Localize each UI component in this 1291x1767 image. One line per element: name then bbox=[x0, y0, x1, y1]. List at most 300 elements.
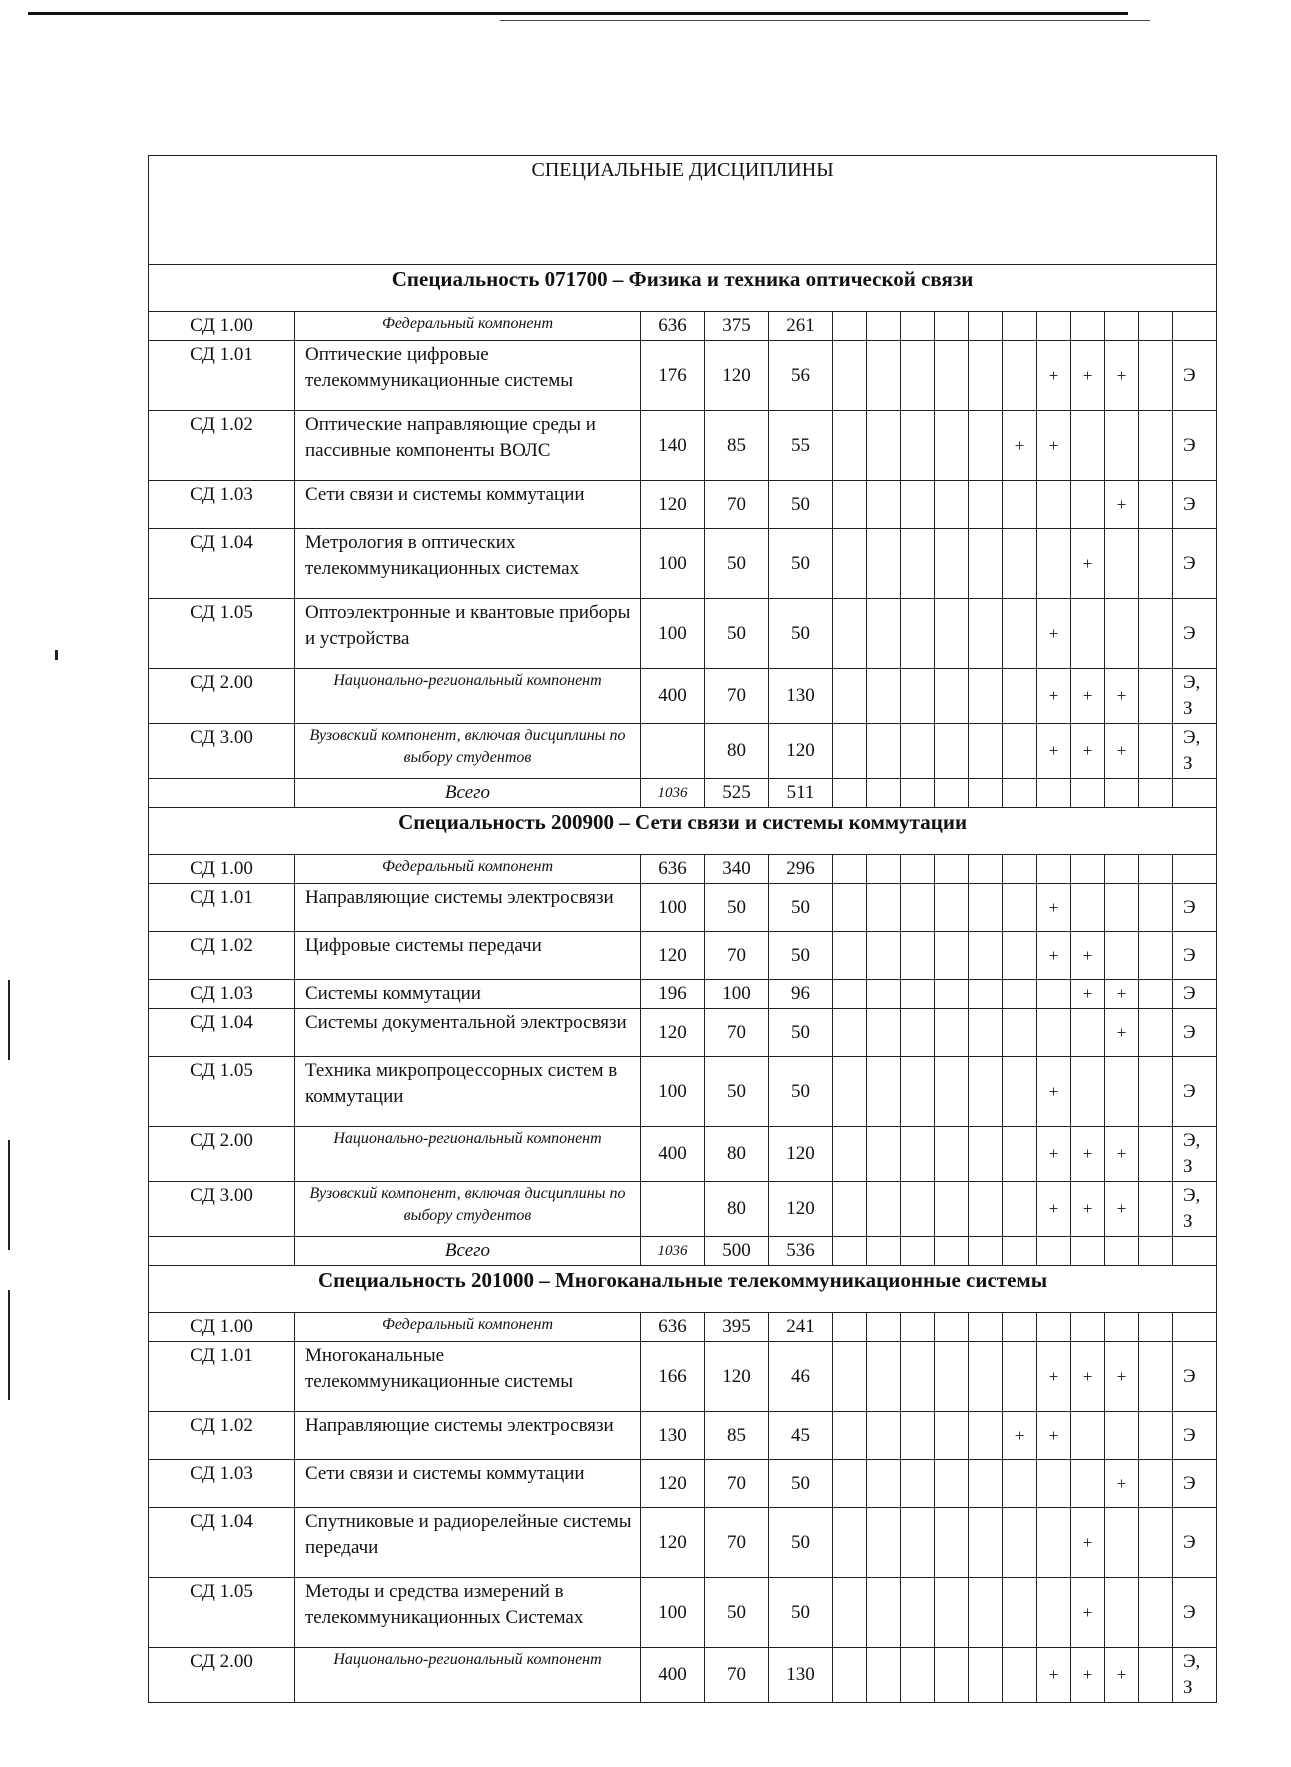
assessment-type: Э bbox=[1173, 1342, 1217, 1412]
semester-mark: + bbox=[1105, 1009, 1139, 1057]
assessment-type bbox=[1173, 312, 1217, 341]
hours-independent: 120 bbox=[769, 1182, 833, 1237]
semester-mark bbox=[969, 980, 1003, 1009]
semester-mark bbox=[1071, 855, 1105, 884]
semester-mark: + bbox=[1105, 341, 1139, 411]
hours-total: 196 bbox=[641, 980, 705, 1009]
hours-classroom: 340 bbox=[705, 855, 769, 884]
semester-mark bbox=[901, 1313, 935, 1342]
semester-mark bbox=[1139, 1009, 1173, 1057]
semester-mark bbox=[901, 411, 935, 481]
hours-classroom: 80 bbox=[705, 724, 769, 779]
table-row bbox=[149, 599, 1217, 669]
semester-mark bbox=[1139, 1182, 1173, 1237]
semester-mark bbox=[833, 599, 867, 669]
discipline-name: Системы коммутации bbox=[295, 980, 641, 1009]
semester-mark bbox=[901, 1057, 935, 1127]
assessment-type bbox=[1173, 1237, 1217, 1266]
hours-total: 120 bbox=[641, 1508, 705, 1578]
semester-mark bbox=[901, 341, 935, 411]
semester-mark bbox=[1003, 1057, 1037, 1127]
discipline-name: Направляющие системы электросвязи bbox=[295, 1412, 641, 1460]
semester-mark bbox=[1003, 341, 1037, 411]
semester-mark bbox=[935, 1182, 969, 1237]
hours-independent: 50 bbox=[769, 1009, 833, 1057]
semester-mark bbox=[833, 1182, 867, 1237]
semester-mark bbox=[1003, 779, 1037, 808]
semester-mark bbox=[969, 669, 1003, 724]
section-title: Специальность 200900 – Сети связи и системы коммутации bbox=[149, 808, 1217, 855]
semester-mark bbox=[833, 481, 867, 529]
semester-mark bbox=[1139, 481, 1173, 529]
semester-mark bbox=[969, 312, 1003, 341]
semester-mark bbox=[935, 1460, 969, 1508]
semester-mark bbox=[867, 980, 901, 1009]
discipline-code: СД 3.00 bbox=[149, 724, 295, 779]
table-row bbox=[149, 1342, 1217, 1412]
semester-mark bbox=[1003, 1342, 1037, 1412]
semester-mark bbox=[901, 481, 935, 529]
hours-independent: 536 bbox=[769, 1237, 833, 1266]
hours-classroom: 70 bbox=[705, 1648, 769, 1703]
discipline-name: Методы и средства измерений в телекоммуникационных Системах bbox=[295, 1578, 641, 1648]
semester-mark bbox=[1139, 855, 1173, 884]
semester-mark bbox=[867, 411, 901, 481]
assessment-type: Э bbox=[1173, 481, 1217, 529]
semester-mark bbox=[969, 1342, 1003, 1412]
semester-mark bbox=[1003, 481, 1037, 529]
semester-mark: + bbox=[1071, 669, 1105, 724]
discipline-code: СД 1.04 bbox=[149, 1508, 295, 1578]
semester-mark bbox=[1071, 599, 1105, 669]
hours-total bbox=[641, 724, 705, 779]
semester-mark bbox=[1003, 1508, 1037, 1578]
semester-mark: + bbox=[1105, 1127, 1139, 1182]
discipline-name: Национально-региональный компонент bbox=[295, 1648, 641, 1703]
semester-mark bbox=[969, 779, 1003, 808]
semester-mark bbox=[1037, 1313, 1071, 1342]
semester-mark bbox=[969, 1508, 1003, 1578]
hours-independent: 50 bbox=[769, 1057, 833, 1127]
total-row bbox=[149, 779, 1217, 808]
semester-mark bbox=[969, 341, 1003, 411]
discipline-code: СД 2.00 bbox=[149, 1648, 295, 1703]
semester-mark: + bbox=[1071, 341, 1105, 411]
table-row bbox=[149, 1508, 1217, 1578]
semester-mark bbox=[1105, 529, 1139, 599]
hours-total: 166 bbox=[641, 1342, 705, 1412]
hours-classroom: 70 bbox=[705, 1508, 769, 1578]
semester-mark bbox=[867, 481, 901, 529]
hours-classroom: 70 bbox=[705, 1460, 769, 1508]
hours-total: 100 bbox=[641, 529, 705, 599]
discipline-name: Оптоэлектронные и квантовые приборы и устройства bbox=[295, 599, 641, 669]
assessment-type: Э bbox=[1173, 980, 1217, 1009]
hours-total bbox=[641, 1182, 705, 1237]
hours-classroom: 50 bbox=[705, 1057, 769, 1127]
semester-mark: + bbox=[1105, 481, 1139, 529]
assessment-type: Э bbox=[1173, 1508, 1217, 1578]
semester-mark: + bbox=[1105, 669, 1139, 724]
hours-total: 100 bbox=[641, 599, 705, 669]
semester-mark bbox=[867, 312, 901, 341]
hours-classroom: 80 bbox=[705, 1127, 769, 1182]
semester-mark bbox=[1003, 932, 1037, 980]
table-row bbox=[149, 1648, 1217, 1703]
semester-mark bbox=[1071, 481, 1105, 529]
semester-mark: + bbox=[1003, 1412, 1037, 1460]
margin-mark bbox=[8, 1290, 10, 1400]
discipline-name: Цифровые системы передачи bbox=[295, 932, 641, 980]
discipline-name: Метрология в оптических телекоммуникационных системах bbox=[295, 529, 641, 599]
discipline-code bbox=[149, 779, 295, 808]
semester-mark bbox=[1105, 779, 1139, 808]
hours-classroom: 525 bbox=[705, 779, 769, 808]
semester-mark bbox=[935, 1009, 969, 1057]
semester-mark bbox=[901, 724, 935, 779]
assessment-type: Э bbox=[1173, 529, 1217, 599]
semester-mark bbox=[1003, 855, 1037, 884]
hours-independent: 46 bbox=[769, 1342, 833, 1412]
semester-mark bbox=[1139, 599, 1173, 669]
semester-mark bbox=[1071, 779, 1105, 808]
table-header: СПЕЦИАЛЬНЫЕ ДИСЦИПЛИНЫ bbox=[149, 156, 1217, 265]
hours-total: 1036 bbox=[641, 1237, 705, 1266]
semester-mark bbox=[901, 980, 935, 1009]
hours-classroom: 50 bbox=[705, 884, 769, 932]
hours-total: 400 bbox=[641, 1127, 705, 1182]
hours-classroom: 70 bbox=[705, 669, 769, 724]
semester-mark bbox=[833, 1412, 867, 1460]
semester-mark bbox=[1071, 312, 1105, 341]
margin-mark bbox=[8, 980, 10, 1060]
semester-mark bbox=[935, 529, 969, 599]
semester-mark: + bbox=[1037, 932, 1071, 980]
semester-mark bbox=[1003, 599, 1037, 669]
semester-mark bbox=[901, 855, 935, 884]
semester-mark bbox=[1003, 529, 1037, 599]
hours-classroom: 50 bbox=[705, 599, 769, 669]
semester-mark bbox=[1139, 341, 1173, 411]
hours-classroom: 120 bbox=[705, 341, 769, 411]
semester-mark bbox=[969, 1648, 1003, 1703]
semester-mark bbox=[867, 529, 901, 599]
discipline-name: Техника микропроцессорных систем в коммутации bbox=[295, 1057, 641, 1127]
semester-mark bbox=[833, 411, 867, 481]
assessment-type: Э bbox=[1173, 599, 1217, 669]
semester-mark bbox=[935, 1237, 969, 1266]
hours-independent: 296 bbox=[769, 855, 833, 884]
semester-mark bbox=[969, 1460, 1003, 1508]
table-row bbox=[149, 669, 1217, 724]
semester-mark bbox=[901, 1127, 935, 1182]
discipline-code: СД 1.02 bbox=[149, 1412, 295, 1460]
semester-mark: + bbox=[1037, 1342, 1071, 1412]
hours-independent: 56 bbox=[769, 341, 833, 411]
semester-mark: + bbox=[1105, 1648, 1139, 1703]
semester-mark bbox=[833, 1578, 867, 1648]
semester-mark bbox=[1071, 884, 1105, 932]
discipline-name: Спутниковые и радиорелейные системы передачи bbox=[295, 1508, 641, 1578]
semester-mark bbox=[1003, 884, 1037, 932]
top-rule-thin bbox=[500, 20, 1150, 21]
disciplines-table bbox=[148, 155, 1217, 1703]
table-row bbox=[149, 312, 1217, 341]
semester-mark bbox=[901, 312, 935, 341]
semester-mark bbox=[1037, 312, 1071, 341]
semester-mark bbox=[935, 669, 969, 724]
table-row bbox=[149, 1127, 1217, 1182]
discipline-code: СД 3.00 bbox=[149, 1182, 295, 1237]
semester-mark bbox=[833, 1009, 867, 1057]
top-rule bbox=[28, 12, 1128, 15]
table-row bbox=[149, 1009, 1217, 1057]
hours-independent: 50 bbox=[769, 599, 833, 669]
semester-mark bbox=[833, 1460, 867, 1508]
semester-mark bbox=[1105, 855, 1139, 884]
hours-independent: 50 bbox=[769, 1508, 833, 1578]
hours-total: 130 bbox=[641, 1412, 705, 1460]
semester-mark bbox=[1037, 855, 1071, 884]
discipline-name: Национально-региональный компонент bbox=[295, 669, 641, 724]
semester-mark bbox=[901, 1342, 935, 1412]
semester-mark bbox=[935, 1648, 969, 1703]
assessment-type: Э bbox=[1173, 411, 1217, 481]
semester-mark bbox=[969, 1057, 1003, 1127]
discipline-code: СД 1.01 bbox=[149, 341, 295, 411]
hours-total: 176 bbox=[641, 341, 705, 411]
semester-mark bbox=[969, 411, 1003, 481]
semester-mark bbox=[1139, 932, 1173, 980]
semester-mark: + bbox=[1071, 1342, 1105, 1412]
section-title: Специальность 201000 – Многоканальные телекоммуникационные системы bbox=[149, 1266, 1217, 1313]
semester-mark bbox=[867, 599, 901, 669]
discipline-name: Вузовский компонент, включая дисциплины по выбору студентов bbox=[295, 1182, 641, 1237]
semester-mark bbox=[1139, 1237, 1173, 1266]
discipline-code: СД 1.05 bbox=[149, 1578, 295, 1648]
discipline-name: Многоканальные телекоммуникационные системы bbox=[295, 1342, 641, 1412]
hours-independent: 261 bbox=[769, 312, 833, 341]
semester-mark bbox=[867, 1182, 901, 1237]
semester-mark bbox=[935, 724, 969, 779]
discipline-name: Сети связи и системы коммутации bbox=[295, 1460, 641, 1508]
assessment-type: Э, З bbox=[1173, 1182, 1217, 1237]
hours-total: 400 bbox=[641, 669, 705, 724]
semester-mark bbox=[833, 855, 867, 884]
semester-mark bbox=[1037, 1460, 1071, 1508]
semester-mark bbox=[1139, 1313, 1173, 1342]
semester-mark bbox=[867, 1508, 901, 1578]
hours-classroom: 375 bbox=[705, 312, 769, 341]
hours-independent: 241 bbox=[769, 1313, 833, 1342]
hours-independent: 50 bbox=[769, 529, 833, 599]
discipline-code: СД 1.00 bbox=[149, 855, 295, 884]
semester-mark bbox=[901, 884, 935, 932]
table-row bbox=[149, 980, 1217, 1009]
semester-mark bbox=[867, 724, 901, 779]
discipline-name: Национально-региональный компонент bbox=[295, 1127, 641, 1182]
semester-mark bbox=[1139, 669, 1173, 724]
section-title: Специальность 071700 – Физика и техника оптической связи bbox=[149, 265, 1217, 312]
discipline-name: Системы документальной электросвязи bbox=[295, 1009, 641, 1057]
hours-total: 140 bbox=[641, 411, 705, 481]
semester-mark bbox=[1071, 1460, 1105, 1508]
discipline-name: Сети связи и системы коммутации bbox=[295, 481, 641, 529]
hours-classroom: 70 bbox=[705, 1009, 769, 1057]
semester-mark bbox=[1139, 779, 1173, 808]
margin-mark bbox=[8, 1140, 10, 1250]
semester-mark: + bbox=[1037, 1412, 1071, 1460]
semester-mark bbox=[1105, 1057, 1139, 1127]
semester-mark: + bbox=[1003, 411, 1037, 481]
semester-mark bbox=[1003, 724, 1037, 779]
total-row bbox=[149, 1237, 1217, 1266]
hours-independent: 50 bbox=[769, 932, 833, 980]
hours-classroom: 50 bbox=[705, 1578, 769, 1648]
assessment-type: Э bbox=[1173, 1460, 1217, 1508]
discipline-name: Всего bbox=[295, 1237, 641, 1266]
hours-classroom: 80 bbox=[705, 1182, 769, 1237]
discipline-name: Направляющие системы электросвязи bbox=[295, 884, 641, 932]
semester-mark: + bbox=[1037, 599, 1071, 669]
semester-mark bbox=[833, 884, 867, 932]
semester-mark bbox=[901, 1508, 935, 1578]
discipline-code bbox=[149, 1237, 295, 1266]
hours-independent: 130 bbox=[769, 1648, 833, 1703]
hours-independent: 50 bbox=[769, 1460, 833, 1508]
semester-mark bbox=[969, 1578, 1003, 1648]
semester-mark bbox=[867, 1460, 901, 1508]
semester-mark: + bbox=[1037, 1127, 1071, 1182]
semester-mark: + bbox=[1037, 724, 1071, 779]
semester-mark bbox=[1139, 1508, 1173, 1578]
semester-mark bbox=[969, 1127, 1003, 1182]
assessment-type: Э, З bbox=[1173, 669, 1217, 724]
semester-mark bbox=[1105, 312, 1139, 341]
semester-mark bbox=[1003, 1009, 1037, 1057]
semester-mark bbox=[1003, 1182, 1037, 1237]
semester-mark bbox=[901, 1460, 935, 1508]
hours-independent: 50 bbox=[769, 884, 833, 932]
semester-mark bbox=[833, 1508, 867, 1578]
hours-independent: 96 bbox=[769, 980, 833, 1009]
hours-classroom: 395 bbox=[705, 1313, 769, 1342]
semester-mark bbox=[833, 1237, 867, 1266]
semester-mark bbox=[1105, 932, 1139, 980]
semester-mark: + bbox=[1071, 932, 1105, 980]
discipline-code: СД 1.05 bbox=[149, 1057, 295, 1127]
hours-independent: 45 bbox=[769, 1412, 833, 1460]
semester-mark bbox=[1105, 1313, 1139, 1342]
semester-mark bbox=[1037, 779, 1071, 808]
semester-mark bbox=[867, 1057, 901, 1127]
semester-mark bbox=[867, 779, 901, 808]
semester-mark bbox=[1071, 411, 1105, 481]
semester-mark bbox=[935, 411, 969, 481]
hours-classroom: 70 bbox=[705, 481, 769, 529]
discipline-name: Федеральный компонент bbox=[295, 312, 641, 341]
table-row bbox=[149, 529, 1217, 599]
discipline-name: Вузовский компонент, включая дисциплины по выбору студентов bbox=[295, 724, 641, 779]
hours-classroom: 70 bbox=[705, 932, 769, 980]
semester-mark bbox=[901, 1648, 935, 1703]
semester-mark: + bbox=[1105, 724, 1139, 779]
hours-total: 636 bbox=[641, 855, 705, 884]
semester-mark bbox=[1105, 1237, 1139, 1266]
semester-mark: + bbox=[1071, 1648, 1105, 1703]
discipline-code: СД 1.00 bbox=[149, 312, 295, 341]
semester-mark bbox=[833, 980, 867, 1009]
semester-mark: + bbox=[1037, 341, 1071, 411]
discipline-name: Оптические направляющие среды и пассивные компоненты ВОЛС bbox=[295, 411, 641, 481]
semester-mark bbox=[1003, 1648, 1037, 1703]
hours-independent: 130 bbox=[769, 669, 833, 724]
semester-mark bbox=[1037, 1578, 1071, 1648]
semester-mark bbox=[867, 884, 901, 932]
assessment-type: Э bbox=[1173, 341, 1217, 411]
table-row bbox=[149, 1578, 1217, 1648]
semester-mark bbox=[1037, 1009, 1071, 1057]
semester-mark: + bbox=[1105, 980, 1139, 1009]
semester-mark bbox=[935, 1127, 969, 1182]
semester-mark bbox=[935, 1057, 969, 1127]
semester-mark bbox=[833, 932, 867, 980]
table-row bbox=[149, 1460, 1217, 1508]
hours-independent: 55 bbox=[769, 411, 833, 481]
semester-mark bbox=[1071, 1412, 1105, 1460]
discipline-name: Федеральный компонент bbox=[295, 855, 641, 884]
hours-total: 100 bbox=[641, 1057, 705, 1127]
semester-mark bbox=[1105, 1578, 1139, 1648]
table-row bbox=[149, 1313, 1217, 1342]
discipline-code: СД 1.02 bbox=[149, 411, 295, 481]
table-row bbox=[149, 884, 1217, 932]
semester-mark bbox=[1139, 724, 1173, 779]
semester-mark bbox=[867, 669, 901, 724]
hours-total: 120 bbox=[641, 932, 705, 980]
semester-mark bbox=[1105, 1412, 1139, 1460]
hours-total: 636 bbox=[641, 1313, 705, 1342]
discipline-code: СД 1.02 bbox=[149, 932, 295, 980]
semester-mark: + bbox=[1037, 1648, 1071, 1703]
semester-mark: + bbox=[1071, 1508, 1105, 1578]
semester-mark bbox=[833, 1648, 867, 1703]
hours-total: 120 bbox=[641, 481, 705, 529]
semester-mark bbox=[901, 1182, 935, 1237]
hours-independent: 120 bbox=[769, 724, 833, 779]
table-header-row bbox=[149, 156, 1217, 265]
semester-mark bbox=[969, 724, 1003, 779]
semester-mark bbox=[1139, 1342, 1173, 1412]
semester-mark bbox=[1139, 1648, 1173, 1703]
hours-total: 1036 bbox=[641, 779, 705, 808]
table-row bbox=[149, 481, 1217, 529]
discipline-code: СД 1.03 bbox=[149, 980, 295, 1009]
semester-mark bbox=[833, 669, 867, 724]
semester-mark bbox=[1037, 481, 1071, 529]
semester-mark bbox=[1139, 1127, 1173, 1182]
semester-mark: + bbox=[1071, 1578, 1105, 1648]
assessment-type bbox=[1173, 855, 1217, 884]
table-row bbox=[149, 724, 1217, 779]
semester-mark bbox=[935, 1508, 969, 1578]
table-row bbox=[149, 1057, 1217, 1127]
semester-mark bbox=[935, 932, 969, 980]
semester-mark bbox=[1139, 411, 1173, 481]
hours-classroom: 120 bbox=[705, 1342, 769, 1412]
section-title-row bbox=[149, 265, 1217, 312]
semester-mark bbox=[901, 529, 935, 599]
